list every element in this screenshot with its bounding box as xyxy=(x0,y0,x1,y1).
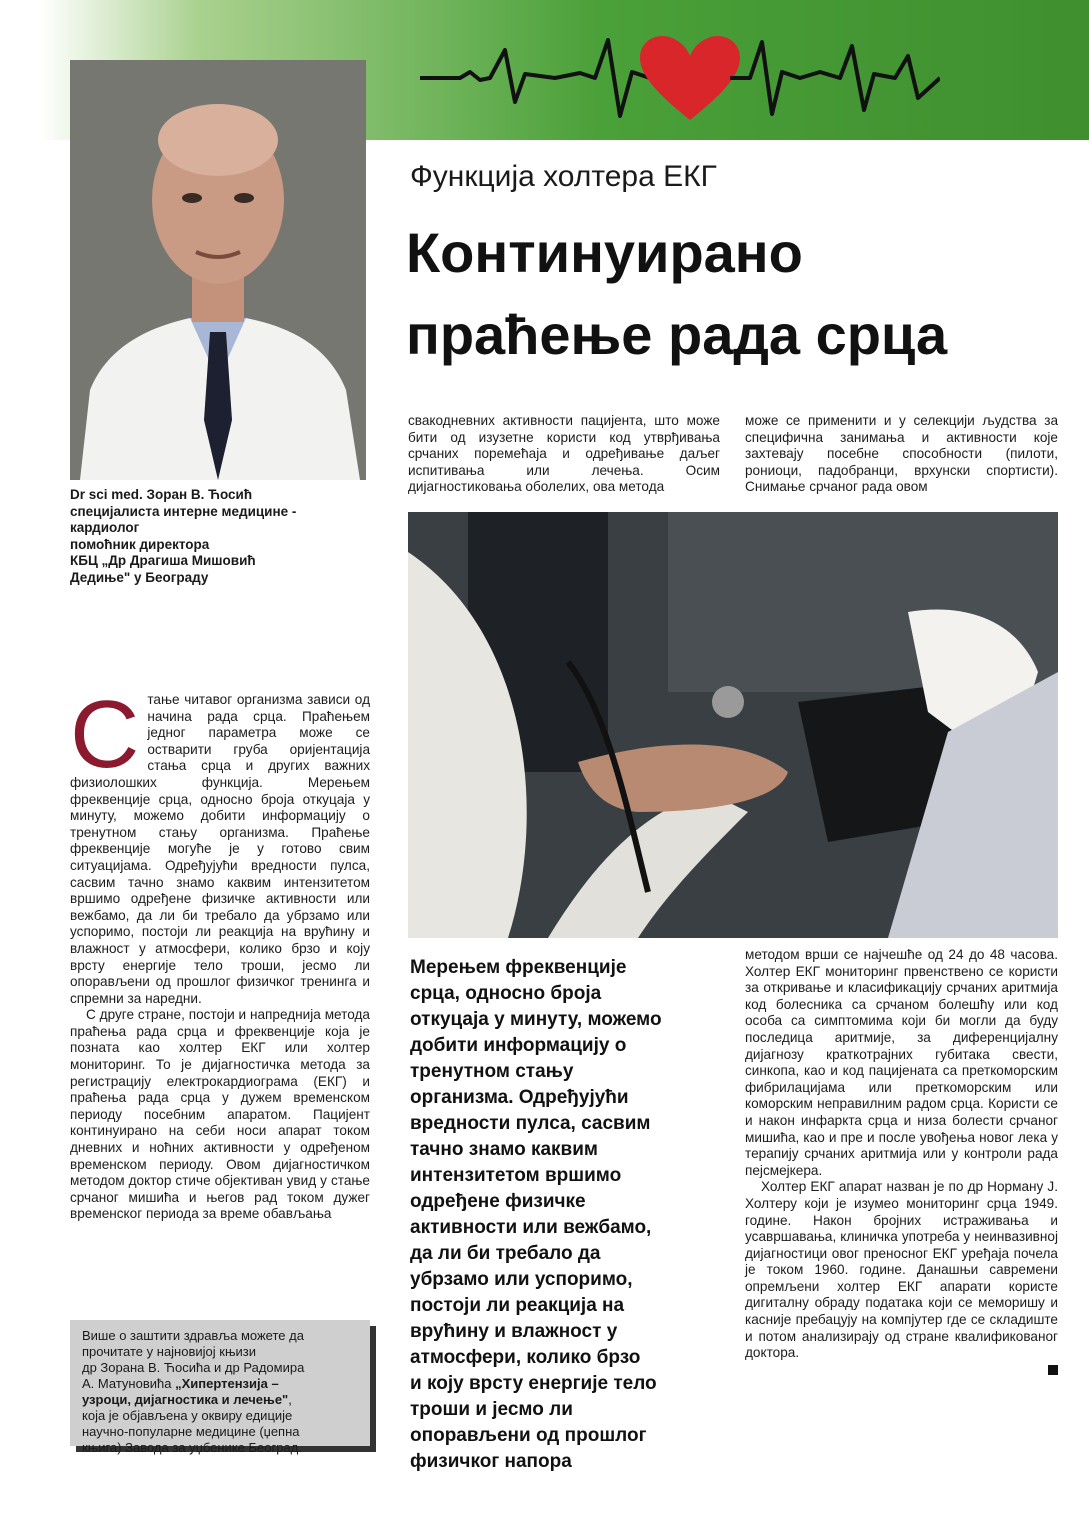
body-paragraph: може се применити и у селекцији људства за специфична занимања и активности које захтевају посебне способности (пилоти, рониоци, падобранци, врхунски спортисти). Снимање срчаног рада овом xyxy=(745,413,1058,495)
body-paragraph: Холтер ЕКГ апарат назван је по др Норману Ј. Холтеру који је изумео мониторинг срца 1949. године. Након бројних истраживања и усавршавања, клиничка употреба у неинвазивној дијагностици овог преносног ЕКГ уређаја почела је током 1960. године. Данашњи савремени опремљени холтер ЕКГ апарати користе дигиталну обраду података који се меморишу и касније пребацују на компјутер где се складиште и потом анализирају од стране квалификованог доктора. xyxy=(745,1179,1058,1361)
headline-line: праћење рада срца xyxy=(406,303,948,366)
body-column-1 xyxy=(70,630,370,1223)
body-paragraph: свакодневних активности пацијента, што може бити од изузетне користи код утврђивања срчаних поремећаја и одређивање даљег испитивања или лечења. Осим дијагностиковања оболелих, ова метода xyxy=(408,413,720,495)
heart-icon xyxy=(640,36,740,120)
author-title: специјалиста интерне медицине - xyxy=(70,503,297,519)
author-institution: КБЦ „Др Драгиша Мишовић xyxy=(70,553,256,568)
author-name: Dr sci med. Зоран В. Ћосић xyxy=(70,487,253,502)
headline-line: Континуирано xyxy=(406,221,803,284)
end-of-article-mark xyxy=(1048,1365,1058,1375)
author-title: кардиолог xyxy=(70,520,140,535)
body-paragraph: методом врши се најчешће од 24 до 48 часова. Холтер ЕКГ мониторинг првенствено се користи за откривање и класификацију срчаних аритмија код болесника са срчаном болешћу или код особа са симптомима који би могли да буду последица аритмије, за диференцијалну дијагнозу краткотрајних губитака свести, синкопа, као и код пацијената са преткоморским фибрилацијама или преткоморским или коморским неправилним радом срца. Користи се и након инфаркта срца и низа болести срчаног мишића, као и пре и после увођења новог лека у терапију срчаних аритмија или у контроли рада пејсмејкера. xyxy=(745,947,1058,1178)
author-institution: Дедиње" у Београду xyxy=(70,569,209,585)
book-info-box: Више о заштити здравља можете да прочитате у најновијој књизи др Зорана В. Ћосића и др Радомира А. Матуновића „Хипертензија – узроци, дијагностика и лечење", која је објављена у оквиру едиције научно-популарне медицине (џепна књига) Завода за уџбенике Београд. xyxy=(70,1320,370,1446)
author-caption xyxy=(70,487,370,586)
doctor-measuring-pressure-photo xyxy=(408,512,1058,938)
body-column-3-top xyxy=(745,413,1058,496)
ecg-line-icon xyxy=(420,40,650,116)
body-column-2-top xyxy=(408,413,720,496)
book-title: узроци, дијагностика и лечење" xyxy=(82,1392,289,1407)
article-headline xyxy=(406,212,947,376)
author-position: помоћник директора xyxy=(70,536,210,552)
body-column-3-bottom xyxy=(745,947,1058,1375)
pull-quote: Мерењем фреквенције срца, односно броја откуцаја у минуту, можемо добити информацију о тренутном стању организма. Одређујући вредности пулса, сасвим тачно знамо каквим интензитетом вршимо одређене физичке активности или вежбамо, да ли би требало да убрзамо или успоримо, постоји ли реакција на врућину и влажност у атмосфери, колико брзо и коју врсту енергије тело троши и јесмо ли опорављени од прошлог физичког напора xyxy=(410,957,662,1472)
author-portrait xyxy=(70,60,366,480)
drop-cap: С xyxy=(70,681,140,788)
ecg-heart-graphic xyxy=(420,28,940,128)
book-title: „Хипертензија – xyxy=(175,1376,279,1391)
article-kicker: Функција холтера ЕКГ xyxy=(410,160,717,193)
body-paragraph: С друге стране, постоји и напреднија метода праћења рада срца и фреквенције која је позната као холтер ЕКГ или холтер мониторинг. То је дијагностичка метода за регистрацију електрокардиограма (ЕКГ) и праћења рада срца у дужем временском периоду посебним апаратом. Пацијент континуирано на себи носи апарат током дневних и ноћних активности у одређеном временском периоду. Овом дијагностичком методом доктор стиче објективан увид у стање срчаног мишића и његов рад током дужег временског периода за време обављања xyxy=(70,1007,370,1222)
body-paragraph: тање читавог организма зависи од начина рада срца. Праћењем једног параметра може се остварити груба оријентација стања срца и других важних физиолошких функција. Мерењем фреквенције срца, односно броја откуцаја у минуту, можемо добити информацију о тренутном стању организма. Праћење фреквенције могуће је у готово свим ситуацијама. Одређујући вредности пулса, сасвим тачно знамо каквим интензитетом вршимо одређене физичке активности или вежбамо, да ли би требало да убрзамо или успоримо, постоји ли реакција на врућину и влажност у атмосфери, колико брзо и коју врсту енергије тело троши, јесмо ли опорављени од прошлог физичког тренинга и спремни за наредни. xyxy=(70,692,370,1006)
